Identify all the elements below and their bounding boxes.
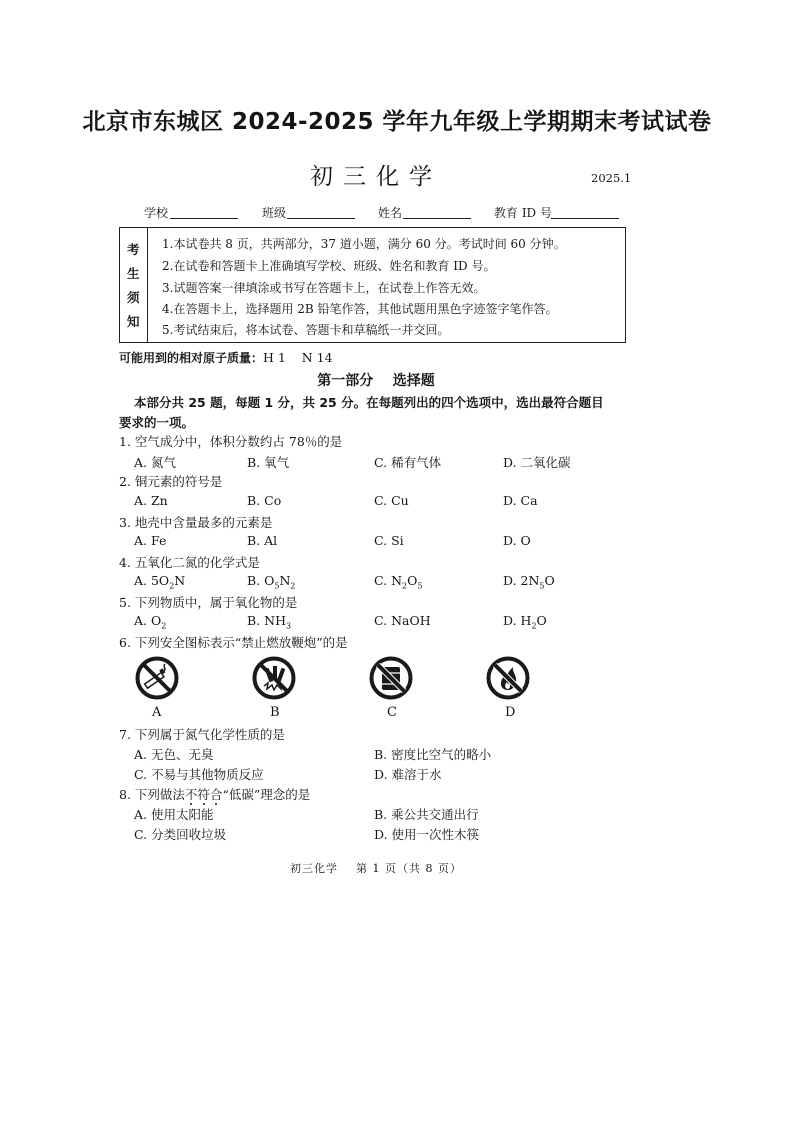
option-d[interactable]: D. 使用一次性木筷: [374, 827, 480, 842]
notice-item: 3.试题答案一律填涂或书写在答题卡上，在试卷上作答无效。: [162, 281, 486, 295]
part1-title: 第一部分 选择题: [317, 373, 435, 389]
name-label: 姓名: [378, 206, 403, 220]
option-c[interactable]: C. 稀有气体: [374, 455, 442, 470]
question-stem: 5. 下列物质中，属于氧化物的是: [119, 595, 298, 610]
formula-part: B. NH: [247, 613, 286, 628]
formula-part: C. N: [374, 573, 403, 588]
notice-char: 生: [127, 266, 140, 281]
school-blank[interactable]: [170, 218, 238, 219]
edu-id-blank[interactable]: [551, 218, 619, 219]
exam-date: 2025.1: [591, 171, 632, 185]
option-d[interactable]: D. O: [503, 533, 531, 548]
option-a[interactable]: [134, 573, 185, 591]
question-stem: 4. 五氧化二氮的化学式是: [119, 555, 260, 570]
stem-text: “低碳”理念的是: [222, 787, 311, 802]
formula-subscript: 2: [402, 581, 408, 591]
page-footer: 初三化学 第 1 页（共 8 页）: [290, 862, 462, 875]
emphasis-char: 符: [197, 787, 210, 802]
class-blank[interactable]: [287, 218, 355, 219]
option-a[interactable]: A. 无色、无臭: [134, 747, 214, 762]
formula-part: B. O: [247, 573, 275, 588]
option-a[interactable]: A. 使用太阳能: [134, 807, 214, 822]
option-b[interactable]: B. 乘公共交通出行: [374, 807, 479, 822]
school-label: 学校: [144, 206, 169, 220]
option-c[interactable]: C. Cu: [374, 493, 409, 508]
sign-label-a: A: [152, 705, 162, 720]
formula-part: N: [279, 573, 291, 588]
exam-title: 北京市东城区 2024-2025 学年九年级上学期期末考试试卷: [82, 109, 712, 135]
emphasis-char: 合: [209, 787, 223, 802]
option-d[interactable]: D. Ca: [503, 493, 538, 508]
question-stem: 2. 铜元素的符号是: [119, 474, 223, 489]
formula-part: D. 2N: [503, 573, 540, 588]
question-stem: 1. 空气成分中，体积分数约占 78％的是: [119, 434, 343, 449]
sign-label-c: C: [387, 705, 397, 720]
option-d[interactable]: D. 难溶于水: [374, 767, 442, 782]
formula-subscript: 3: [285, 621, 292, 631]
formula-part: O: [536, 613, 547, 628]
option-a[interactable]: A. 氮气: [134, 455, 176, 470]
no-smoking-icon[interactable]: [135, 656, 179, 700]
option-c[interactable]: C. Si: [374, 533, 404, 548]
option-b[interactable]: B. Co: [247, 493, 282, 508]
option-b[interactable]: B. Al: [247, 533, 278, 548]
part1-instructions: 本部分共 25 题，每题 1 分，共 25 分。在每题列出的四个选项中，选出最符合题目: [134, 395, 604, 410]
option-a[interactable]: [134, 613, 166, 631]
formula-subscript: 5: [417, 581, 423, 591]
option-b[interactable]: B. 密度比空气的略小: [374, 747, 492, 762]
part1-instructions-cont: 要求的一项。: [119, 415, 195, 430]
option-c[interactable]: [374, 573, 422, 591]
formula-subscript: 2: [290, 581, 296, 591]
notice-char: 知: [127, 314, 140, 329]
option-d[interactable]: D. 二氧化碳: [503, 455, 571, 470]
option-a[interactable]: A. Fe: [134, 533, 167, 548]
notice-char: 须: [127, 290, 140, 305]
edu-id-label: 教育 ID 号: [494, 206, 552, 220]
formula-subscript: 5: [539, 581, 545, 591]
option-b[interactable]: [247, 573, 296, 591]
subject-title: 初三化学: [310, 164, 442, 190]
emphasis-char: 不: [184, 787, 198, 802]
notice-item: 4.在答题卡上，选择题用 2B 铅笔作答，其他试题用黑色字迹签字笔作答。: [162, 302, 558, 316]
formula-subscript: 5: [274, 581, 280, 591]
option-c[interactable]: C. NaOH: [374, 613, 431, 628]
question-stem: 7. 下列属于氮气化学性质的是: [119, 727, 285, 742]
option-b[interactable]: B. 氧气: [247, 455, 290, 470]
no-fire-icon[interactable]: [486, 656, 530, 700]
notice-side-label: [120, 228, 148, 342]
atomic-mass-line: [119, 349, 333, 366]
question-stem: [119, 785, 310, 803]
formula-part: O: [407, 573, 418, 588]
formula-subscript: 2: [169, 581, 175, 591]
class-label: 班级: [262, 206, 287, 220]
formula-part: O: [544, 573, 555, 588]
atomic-mass-label: 可能用到的相对原子质量：: [119, 351, 264, 365]
formula-subscript: 2: [161, 621, 167, 631]
option-c[interactable]: C. 分类回收垃圾: [134, 827, 227, 842]
formula-subscript: 2: [531, 621, 537, 631]
question-stem: 3. 地壳中含量最多的元素是: [119, 515, 273, 530]
notice-item: 1.本试卷共 8 页，共两部分，37 道小题，满分 60 分。考试时间 60 分钟。: [162, 237, 566, 251]
notice-char: 考: [127, 242, 140, 257]
option-a[interactable]: A. Zn: [134, 493, 168, 508]
formula-part: D. H: [503, 613, 532, 628]
no-fuel-barrel-icon[interactable]: [369, 656, 413, 700]
candidate-notice-box: [119, 227, 626, 343]
option-c[interactable]: C. 不易与其他物质反应: [134, 767, 264, 782]
notice-item: 2.在试卷和答题卡上准确填写学校、班级、姓名和教育 ID 号。: [162, 259, 496, 273]
stem-text: 8. 下列做法: [119, 787, 185, 802]
formula-part: A. 5O: [134, 573, 170, 588]
option-d[interactable]: [503, 613, 547, 631]
sign-label-d: D: [505, 705, 516, 720]
formula-part: A. O: [134, 613, 162, 628]
no-firecrackers-icon[interactable]: [252, 656, 296, 700]
atomic-mass-values: H 1 N 14: [263, 350, 333, 365]
sign-label-b: B: [270, 705, 280, 720]
option-d[interactable]: [503, 573, 555, 591]
option-b[interactable]: [247, 613, 291, 631]
formula-part: N: [174, 573, 186, 588]
name-blank[interactable]: [403, 218, 471, 219]
notice-item: 5.考试结束后，将本试卷、答题卡和草稿纸一并交回。: [162, 323, 450, 337]
question-stem: 6. 下列安全图标表示“禁止燃放鞭炮”的是: [119, 635, 348, 650]
